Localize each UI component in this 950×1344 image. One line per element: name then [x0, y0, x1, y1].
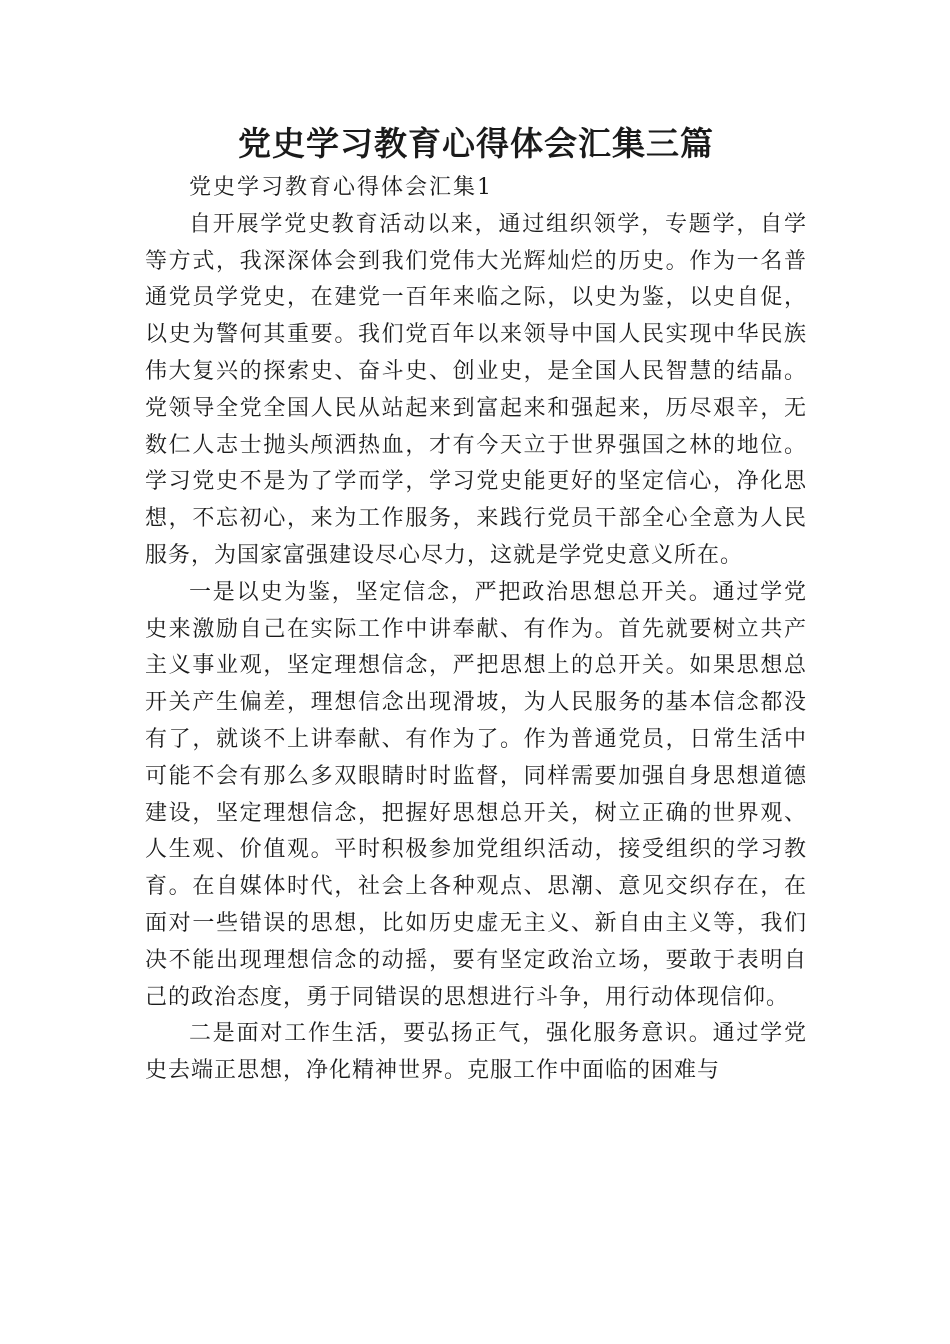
paragraph-intro: 自开展学党史教育活动以来，通过组织领学，专题学，自学等方式，我深深体会到我们党伟大光辉灿烂的历史。作为一名普通党员学党史，在建党一百年来临之际，以史为鉴，以史自促，以史为警何其重要。我们党百年以来领导中国人民实现中华民族伟大复兴的探索史、奋斗史、创业史，是全国人民智慧的结晶。党领导全党全国人民从站起来到富起来和强起来，历尽艰辛，无数仁人志士抛头颅洒热血，才有今天立于世界强国之林的地位。学习党史不是为了学而学，学习党史能更好的坚定信心，净化思想，不忘初心，来为工作服务，来践行党员干部全心全意为人民服务，为国家富强建设尽心尽力，这就是学党史意义所在。: [145, 211, 807, 568]
document-body: [145, 118, 807, 1090]
paragraph-point-one: 一是以史为鉴，坚定信念，严把政治思想总开关。通过学党史来激励自己在实际工作中讲奉献、有作为。首先就要树立共产主义事业观，坚定理想信念，严把思想上的总开关。如果思想总开关产生偏差，理想信念出现滑坡，为人民服务的基本信念都没有了，就谈不上讲奉献、有作为了。作为普通党员，日常生活中可能不会有那么多双眼睛时时监督，同样需要加强自身思想道德建设，坚定理想信念，把握好思想总开关，树立正确的世界观、人生观、价值观。平时积极参加党组织活动，接受组织的学习教育。在自媒体时代，社会上各种观点、思潮、意见交织存在，在面对一些错误的思想，比如历史虚无主义、新自由主义等，我们决不能出现理想信念的动摇，要有坚定政治立场，要敢于表明自己的政治态度，勇于同错误的思想进行斗争，用行动体现信仰。: [145, 579, 807, 1010]
section-heading: 党史学习教育心得体会汇集1: [189, 175, 493, 200]
document-title: 党史学习教育心得体会汇集三篇: [238, 124, 714, 163]
paragraph-point-two: 二是面对工作生活，要弘扬正气，强化服务意识。通过学党史去端正思想，净化精神世界。克服工作中面临的困难与: [145, 1021, 807, 1084]
